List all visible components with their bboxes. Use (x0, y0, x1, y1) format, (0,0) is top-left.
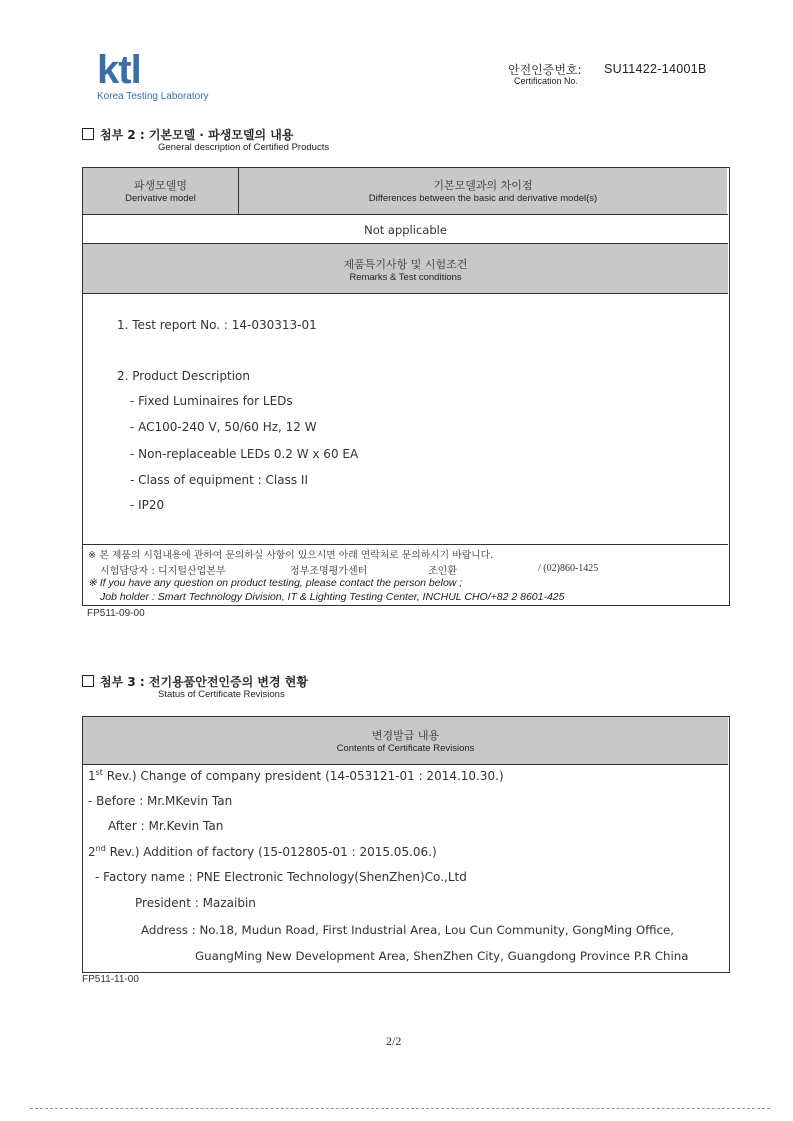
test-report-line: 1. Test report No. : 14-030313-01 (117, 318, 317, 332)
col1-label-ko: 파생모델명 (133, 179, 188, 192)
revision-1-line (88, 768, 504, 783)
attachment3-title-text: 첨부 3 : 전기용품안전인증의 변경 현황 (100, 675, 308, 689)
revisions-label-en: Contents of Certificate Revisions (336, 743, 475, 754)
remarks-label-ko: 제품특기사항 및 시험조건 (343, 258, 468, 271)
col1-label-en: Derivative model (125, 193, 196, 204)
contact-job-holder-en: Job holder : Smart Technology Division, IT & Lighting Testing Center, INCHUL CHO/+82 2 8601-425 (100, 591, 565, 603)
revision-2-line (88, 844, 437, 859)
col2-label-en: Differences between the basic and derivative model(s) (368, 193, 598, 204)
page-number: 2/2 (386, 1034, 402, 1048)
revision-2-number: 2 (88, 845, 96, 859)
not-applicable-text: Not applicable (364, 223, 447, 237)
factory-address-1: Address : No.18, Mudun Road, First Industrial Area, Lou Cun Community, GongMing Office, (141, 923, 675, 937)
revision-2-suffix: nd (95, 844, 106, 853)
cert-label-en: Certification No. (514, 76, 579, 86)
contact-name-ko: 조인환 (428, 566, 457, 577)
contact-team-ko: 정부조명평가센터 (290, 566, 368, 577)
form-code: FP511-09-00 (87, 608, 145, 619)
description-item: - IP20 (130, 498, 165, 512)
revisions-label-ko: 변경발급 내용 (371, 729, 440, 742)
attachment2-subtitle: General description of Certified Products (158, 142, 330, 153)
divider (83, 214, 728, 215)
contact-phone: / (02)860-1425 (538, 563, 599, 574)
ktl-logo (97, 50, 141, 90)
form-code: FP511-11-00 (82, 974, 139, 985)
description-item: - Non-replaceable LEDs 0.2 W x 60 EA (130, 447, 359, 461)
attachment3-subtitle: Status of Certificate Revisions (158, 689, 285, 700)
attachment2-title (82, 126, 293, 143)
logo-subtitle: Korea Testing Laboratory (97, 91, 209, 102)
checkbox-square-icon (82, 128, 94, 140)
revision-2-text: Rev.) Addition of factory (15-012805-01 : 2015.05.06.) (105, 845, 437, 859)
remarks-label-en: Remarks & Test conditions (349, 272, 462, 283)
cert-number: SU11422-14001B (604, 62, 707, 76)
divider (83, 544, 728, 545)
col2-label-ko: 기본모델과의 차이점 (433, 179, 533, 192)
product-description-line: 2. Product Description (117, 369, 250, 383)
factory-name: - Factory name : PNE Electronic Technology(ShenZhen)Co.,Ltd (95, 870, 467, 884)
divider (83, 764, 728, 765)
revision-1-after: After : Mr.Kevin Tan (108, 819, 224, 833)
contact-notice-ko: ※ 본 제품의 시험내용에 관하여 문의하실 사항이 있으시면 아래 연락처로 문의하시기 바랍니다. (88, 550, 494, 561)
factory-address-2: GuangMing New Development Area, ShenZhen City, Guangdong Province P.R China (195, 949, 689, 963)
contact-person-ko: 시험담당자 : 디지털산업본부 (100, 566, 226, 577)
revision-1-before: - Before : Mr.MKevin Tan (88, 794, 233, 808)
logo-text: ktl (97, 48, 141, 92)
scan-edge-line (30, 1108, 770, 1109)
attachment3-title (82, 673, 308, 690)
cert-label-ko: 안전인증번호: (508, 63, 582, 77)
revision-1-suffix: st (95, 768, 103, 777)
divider (83, 293, 728, 294)
revision-1-number: 1 (88, 769, 96, 783)
attachment2-title-text: 첨부 2 : 기본모델 · 파생모델의 내용 (100, 128, 294, 142)
checkbox-square-icon (82, 675, 94, 687)
description-item: - Fixed Luminaires for LEDs (130, 394, 293, 408)
description-item: - AC100-240 V, 50/60 Hz, 12 W (130, 420, 317, 434)
description-item: - Class of equipment : Class II (130, 473, 308, 487)
factory-president: President : Mazaibin (135, 896, 256, 910)
revision-1-text: Rev.) Change of company president (14-053121-01 : 2014.10.30.) (102, 769, 504, 783)
contact-notice-en: ※ If you have any question on product testing, please contact the person below ; (88, 577, 463, 589)
